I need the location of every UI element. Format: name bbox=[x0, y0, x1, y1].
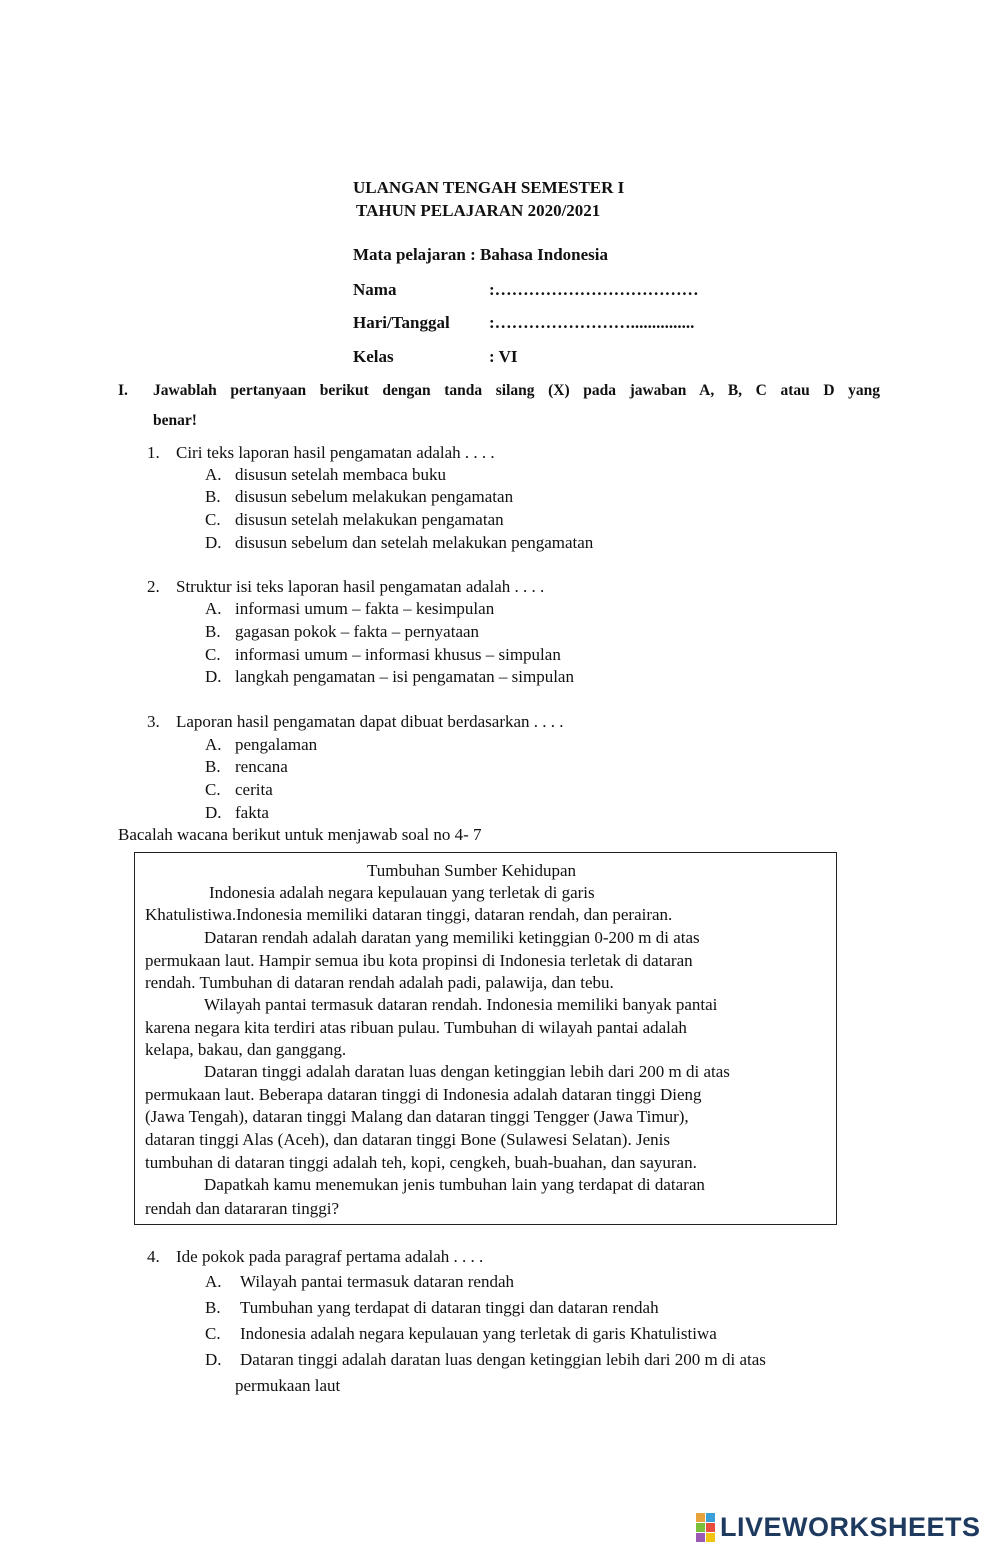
section-instruction-cont: benar! bbox=[153, 412, 197, 429]
option-letter: A. bbox=[205, 465, 222, 484]
field-value-nama: :……………………………… bbox=[489, 280, 699, 299]
passage-line: tumbuhan di dataran tinggi adalah teh, kopi, cengkeh, buah-buahan, dan sayuran. bbox=[145, 1153, 697, 1172]
field-label-nama: Nama bbox=[353, 280, 397, 299]
option-text[interactable]: Indonesia adalah negara kepulauan yang terletak di garis Khatulistiwa bbox=[240, 1324, 717, 1343]
passage-line: Wilayah pantai termasuk dataran rendah. Indonesia memiliki banyak pantai bbox=[204, 995, 718, 1014]
subject-line: Mata pelajaran : Bahasa Indonesia bbox=[353, 245, 609, 264]
passage-line: rendah. Tumbuhan di dataran rendah adalah padi, palawija, dan tebu. bbox=[145, 973, 614, 992]
option-letter: B. bbox=[205, 1298, 221, 1317]
option-letter: C. bbox=[205, 1324, 221, 1343]
passage-line: Dataran tinggi adalah daratan luas dengan ketinggian lebih dari 200 m di atas bbox=[204, 1062, 730, 1081]
section-instruction: Jawablah pertanyaan berikut dengan tanda silang (X) pada jawaban A, B, C atau D yang bbox=[153, 382, 880, 399]
option-letter: D. bbox=[205, 667, 222, 686]
option-text[interactable]: langkah pengamatan – isi pengamatan – simpulan bbox=[235, 667, 574, 686]
option-text[interactable]: Tumbuhan yang terdapat di dataran tinggi dan dataran rendah bbox=[240, 1298, 659, 1317]
passage-title: Tumbuhan Sumber Kehidupan bbox=[367, 861, 577, 880]
option-text-cont: permukaan laut bbox=[235, 1376, 341, 1395]
option-text[interactable]: pengalaman bbox=[235, 735, 318, 754]
option-letter: D. bbox=[205, 533, 222, 552]
question-text: Ide pokok pada paragraf pertama adalah . . . . bbox=[176, 1247, 484, 1266]
passage-line: Dataran rendah adalah daratan yang memiliki ketinggian 0-200 m di atas bbox=[204, 928, 700, 947]
option-letter: A. bbox=[205, 599, 222, 618]
passage-line: (Jawa Tengah), dataran tinggi Malang dan dataran tinggi Tengger (Jawa Timur), bbox=[145, 1107, 689, 1126]
section-number: I. bbox=[118, 382, 128, 399]
option-letter: B. bbox=[205, 757, 221, 776]
question-number: 2. bbox=[147, 577, 160, 596]
option-letter: B. bbox=[205, 487, 221, 506]
option-text[interactable]: Dataran tinggi adalah daratan luas dengan ketinggian lebih dari 200 m di atas bbox=[240, 1350, 766, 1369]
option-text[interactable]: gagasan pokok – fakta – pernyataan bbox=[235, 622, 480, 641]
option-text[interactable]: cerita bbox=[235, 780, 273, 799]
option-letter: C. bbox=[205, 510, 221, 529]
logo-text: LIVEWORKSHEETS bbox=[720, 1512, 981, 1542]
reading-intro: Bacalah wacana berikut untuk menjawab soal no 4- 7 bbox=[118, 825, 482, 844]
question-text: Laporan hasil pengamatan dapat dibuat berdasarkan . . . . bbox=[176, 712, 564, 731]
logo-block bbox=[696, 1533, 705, 1542]
question-text: Struktur isi teks laporan hasil pengamatan adalah . . . . bbox=[176, 577, 545, 596]
passage-line: karena negara kita terdiri atas ribuan pulau. Tumbuhan di wilayah pantai adalah bbox=[145, 1018, 687, 1037]
passage-line: permukaan laut. Beberapa dataran tinggi di Indonesia adalah dataran tinggi Dieng bbox=[145, 1085, 702, 1104]
option-text[interactable]: Wilayah pantai termasuk dataran rendah bbox=[240, 1272, 515, 1291]
option-text[interactable]: fakta bbox=[235, 803, 269, 822]
option-letter: D. bbox=[205, 803, 222, 822]
question-number: 3. bbox=[147, 712, 160, 731]
option-letter: C. bbox=[205, 780, 221, 799]
passage-line: rendah dan datararan tinggi? bbox=[145, 1199, 339, 1218]
option-letter: A. bbox=[205, 1272, 222, 1291]
option-text[interactable]: disusun sebelum melakukan pengamatan bbox=[235, 487, 514, 506]
option-text[interactable]: informasi umum – informasi khusus – simpulan bbox=[235, 645, 561, 664]
field-label-hari-tanggal: Hari/Tanggal bbox=[353, 313, 450, 332]
logo-block bbox=[706, 1533, 715, 1542]
option-text[interactable]: informasi umum – fakta – kesimpulan bbox=[235, 599, 495, 618]
question-number: 1. bbox=[147, 443, 160, 462]
passage-line: Dapatkah kamu menemukan jenis tumbuhan lain yang terdapat di dataran bbox=[204, 1175, 705, 1194]
question-number: 4. bbox=[147, 1247, 160, 1266]
exam-title: ULANGAN TENGAH SEMESTER I bbox=[353, 178, 625, 197]
field-value-hari-tanggal: :……………………............... bbox=[489, 313, 695, 332]
liveworksheets-logo[interactable] bbox=[696, 1512, 981, 1543]
option-letter: D. bbox=[205, 1350, 222, 1369]
passage-line: kelapa, bakau, dan ganggang. bbox=[145, 1040, 347, 1059]
option-text[interactable]: disusun setelah melakukan pengamatan bbox=[235, 510, 504, 529]
passage-line: Khatulistiwa.Indonesia memiliki dataran tinggi, dataran rendah, dan perairan. bbox=[145, 905, 673, 924]
option-letter: A. bbox=[205, 735, 222, 754]
option-text[interactable]: rencana bbox=[235, 757, 288, 776]
logo-block bbox=[706, 1523, 715, 1532]
logo-block bbox=[696, 1523, 705, 1532]
question-text: Ciri teks laporan hasil pengamatan adalah . . . . bbox=[176, 443, 495, 462]
exam-year: TAHUN PELAJARAN 2020/2021 bbox=[356, 201, 601, 220]
option-letter: B. bbox=[205, 622, 221, 641]
option-letter: C. bbox=[205, 645, 221, 664]
field-label-kelas: Kelas bbox=[353, 347, 394, 366]
option-text[interactable]: disusun setelah membaca buku bbox=[235, 465, 447, 484]
field-value-kelas: : VI bbox=[489, 347, 518, 366]
passage-line: Indonesia adalah negara kepulauan yang terletak di garis bbox=[209, 883, 595, 902]
passage-line: permukaan laut. Hampir semua ibu kota propinsi di Indonesia terletak di dataran bbox=[145, 951, 693, 970]
passage-line: dataran tinggi Alas (Aceh), dan dataran tinggi Bone (Sulawesi Selatan). Jenis bbox=[145, 1130, 670, 1149]
logo-block bbox=[706, 1513, 715, 1522]
logo-blocks-icon bbox=[696, 1513, 715, 1542]
option-text[interactable]: disusun sebelum dan setelah melakukan pengamatan bbox=[235, 533, 594, 552]
logo-block bbox=[696, 1513, 705, 1522]
